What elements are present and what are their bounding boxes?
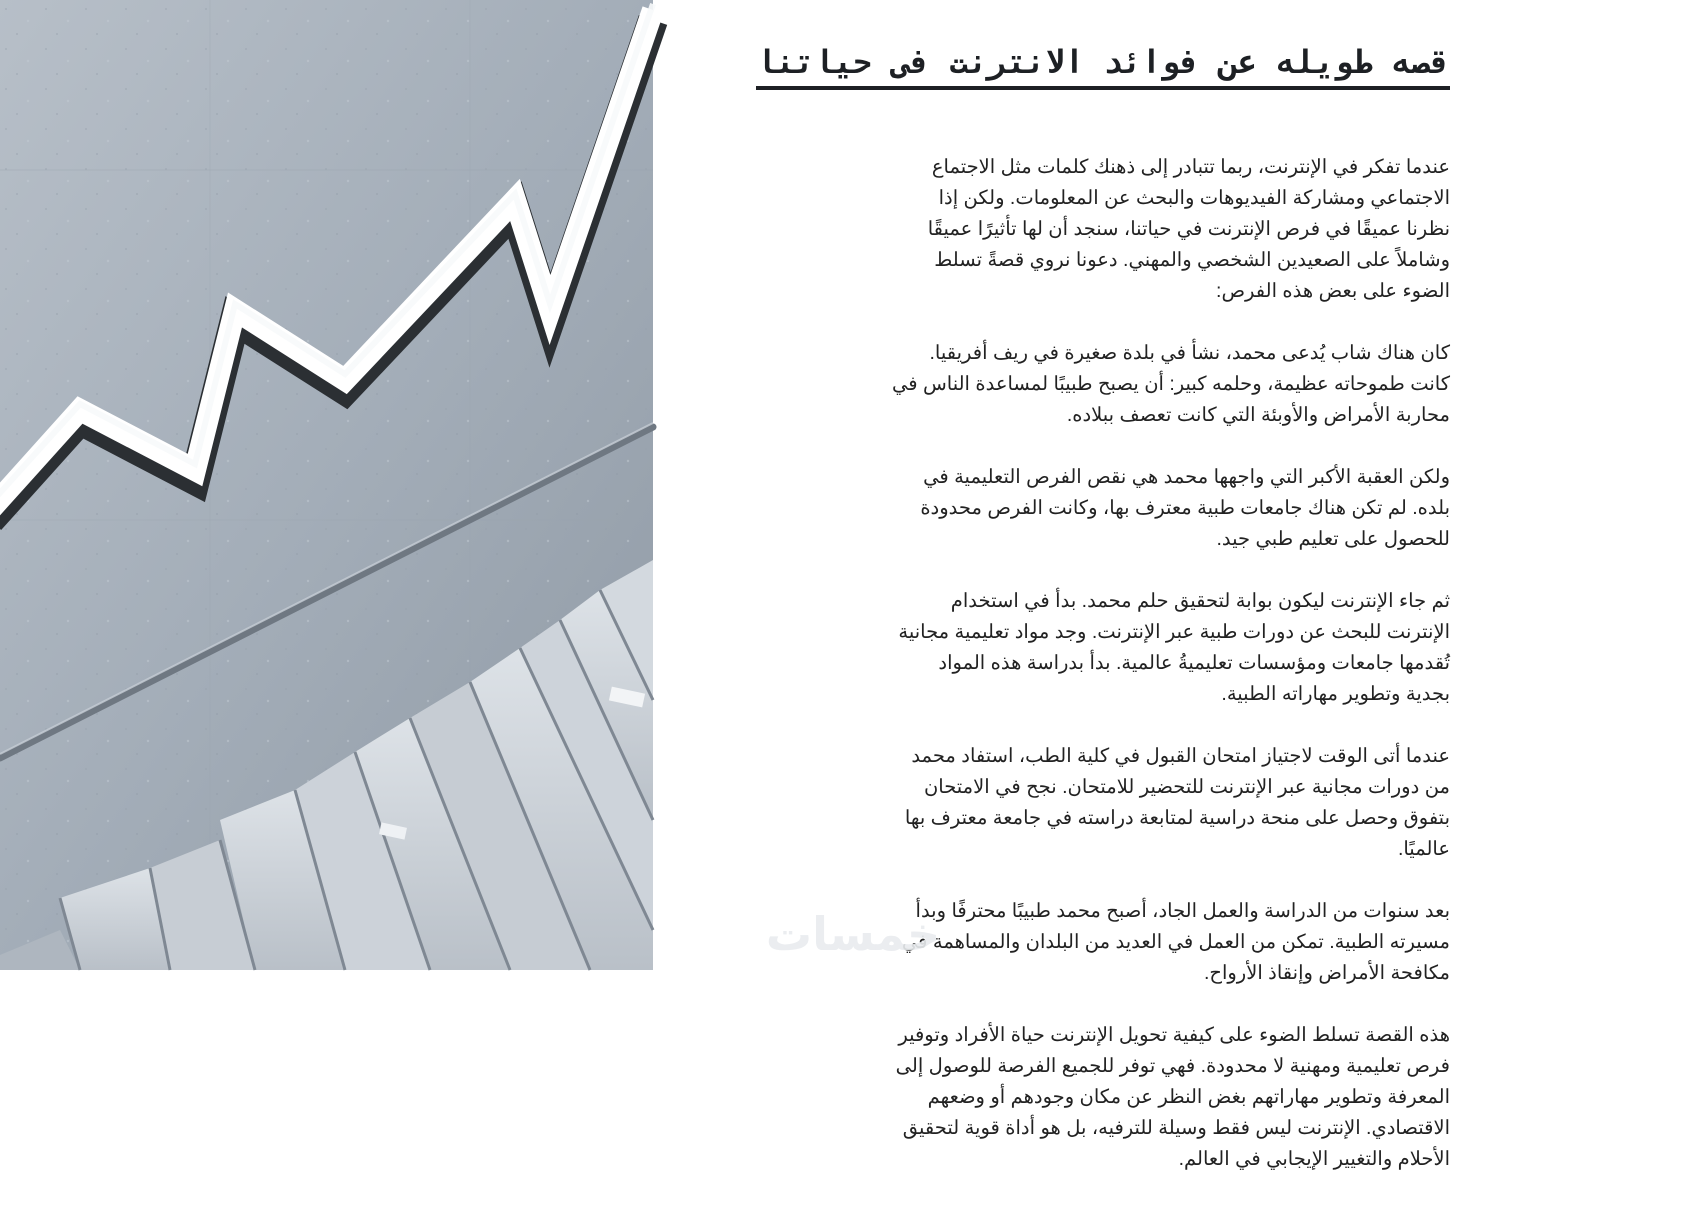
growth-chart-stairs-icon [0, 0, 653, 970]
paragraph: بعد سنوات من الدراسة والعمل الجاد، أصبح محمد طبيبًا محترفًا وبدأ مسيرته الطبية. تمكن من العمل في العديد من البلدان والمساهمة في مكافحة الأمراض وإنقاذ الأرواح. [901, 900, 1450, 984]
paragraph: هذه القصة تسلط الضوء على كيفية تحويل الإنترنت حياة الأفراد وتوفير فرص تعليمية ومهنية لا محدودة. فهي توفر للجميع الفرصة للوصول إلى المعرفة وتطوير مهاراتهم بغض النظر عن مكان وجودهم أو وضعهم الاقتصادي. الإنترنت ليس فقط وسيلة للترفيه، بل هو أداة قوية لتحقيق الأحلام والتغيير الإيجابي في العالم. [895, 1024, 1450, 1170]
paragraph: عندما أتى الوقت لاجتياز امتحان القبول في كلية الطب، استفاد محمد من دورات مجانية عبر الإنترنت للتحضير للامتحان. نجح في الامتحان بتفوق وحصل على منحة دراسية لمتابعة دراسته في جامعة معترف بها عالميًا. [904, 745, 1450, 860]
article-title: قصه طويله عن فوائد الانترنت فى حياتنا [756, 40, 1450, 90]
article-body [890, 152, 1450, 1206]
paragraph: ثم جاء الإنترنت ليكون بوابة لتحقيق حلم محمد. بدأ في استخدام الإنترنت للبحث عن دورات طبية عبر الإنترنت. وجد مواد تعليمية مجانية تُقدمها جامعات ومؤسسات تعليميةُ عالمية. بدأ بدراسة هذه المواد بجدية وتطوير مهاراته الطبية. [898, 590, 1450, 705]
paragraph: ولكن العقبة الأكبر التي واجهها محمد هي نقص الفرص التعليمية في بلده. لم تكن هناك جامعات طبية معترف بها، وكانت الفرص محدودة للحصول على تعليم طبي جيد. [920, 466, 1450, 550]
paragraph: كان هناك شاب يُدعى محمد، نشأ في بلدة صغيرة في ريف أفريقيا. كانت طموحاته عظيمة، وحلمه كبير: أن يصبح طبيبًا لمساعدة الناس في محاربة الأمراض والأوبئة التي كانت تعصف ببلاده. [891, 342, 1450, 426]
article [700, 0, 1660, 1170]
growth-stairs-photo [0, 0, 653, 970]
paragraph: عندما تفكر في الإنترنت، ربما تتبادر إلى ذهنك كلمات مثل الاجتماع الاجتماعي ومشاركة الفيديوهات والبحث عن المعلومات. ولكن إذا نظرنا عميقًا في فرص الإنترنت في حياتنا، سنجد أن لها تأثيرًا عميقًا وشاملاً على الصعيدين الشخصي والمهني. دعونا نروي قصةً تسلط الضوء على بعض هذه الفرص: [927, 156, 1450, 302]
khamsat-watermark: خمسات [765, 907, 941, 961]
